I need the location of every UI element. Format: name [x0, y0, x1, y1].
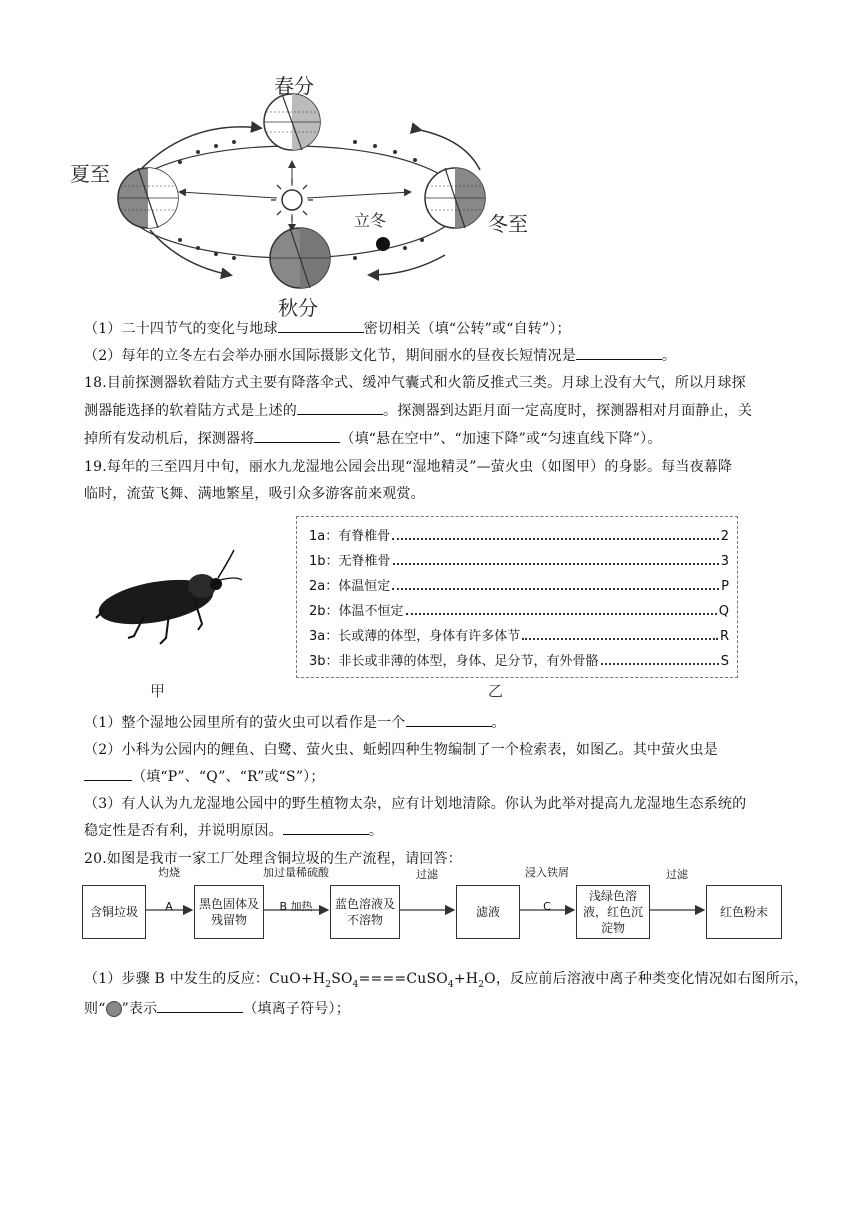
key-row: 3a：长或薄的体型，身体有许多体节 R	[309, 629, 729, 644]
q20-part1-line2: 则“ ”表示 （填离子符号）；	[84, 998, 350, 1018]
arrow-label-text: 加过量稀硫酸	[263, 866, 329, 879]
earth-spring	[264, 94, 320, 150]
flow-arrows	[0, 880, 860, 940]
key-row: 2b：体温不恒定 Q	[309, 604, 729, 619]
label-lidong: 立冬	[354, 211, 387, 230]
label-winter: 冬至	[488, 212, 528, 236]
earth-autumn	[270, 228, 330, 288]
key-row: 1a：有脊椎骨 2	[309, 529, 729, 544]
figure-jia-label: 甲	[150, 682, 166, 700]
q20-line1: 20.如图是我市一家工厂处理含铜垃圾的生产流程，请回答：	[84, 851, 462, 867]
q18-line3: 掉所有发动机后，探测器将 （填“悬在空中”、“加速下降”或“匀速直线下降”）。	[84, 428, 662, 448]
q20-part1-line1: （1）步骤 B 中发生的反应：$CuO+H_2SO_4====CuSO_4+H_2O$，反应前后溶液中离子种类变化情况如右图所示，	[84, 971, 809, 990]
answer-blank[interactable]	[157, 998, 243, 1013]
seasons-orbit-figure	[70, 74, 540, 320]
key-row: 3b：非长或非薄的体型，身体、足分节，有外骨骼 S	[309, 654, 729, 669]
key-row: 2a：体温恒定 P	[309, 579, 729, 594]
label-summer: 夏至	[70, 162, 110, 186]
q19-part1: （1）整个湿地公园里所有的萤火虫可以看作是一个 。	[84, 712, 506, 732]
flow-step-5: 浅绿色溶液，红色沉淀物	[576, 885, 650, 939]
ion-symbol-icon	[106, 1001, 122, 1017]
q18-line2: 测器能选择的软着陆方式是上述的 。探测器到达距月面一定高度时，探测器相对月面静止，关	[84, 400, 752, 420]
answer-blank[interactable]	[297, 400, 383, 415]
dichotomous-key	[296, 516, 738, 678]
answer-blank[interactable]	[283, 820, 369, 835]
orbit-diagram	[70, 80, 540, 320]
q19-part3-line2: 稳定性是否有利，并说明原因。 。	[84, 820, 383, 840]
q19-line2: 临时，流萤飞舞、满地繁星，吸引众多游客前来观赏。	[84, 486, 425, 502]
figure-yi-label: 乙	[488, 682, 504, 700]
flow-step-2: 黑色固体及残留物	[194, 885, 264, 939]
arrow-label-c	[518, 866, 576, 914]
arrow-label-b	[258, 866, 334, 914]
arrow-label-step: B 加热	[279, 900, 313, 913]
answer-blank[interactable]	[84, 766, 132, 781]
flow-step-3: 蓝色溶液及不溶物	[330, 885, 400, 939]
flow-step-6: 红色粉末	[706, 885, 782, 939]
firefly-icon	[84, 540, 244, 670]
q18-line1: 18.目前探测器软着陆方式主要有降落伞式、缓冲气囊式和火箭反推式三类。月球上没有大气，所以月球探	[84, 375, 746, 391]
answer-blank[interactable]	[254, 428, 340, 443]
flow-step-4: 滤液	[456, 885, 520, 939]
answer-blank[interactable]	[278, 318, 364, 333]
arrow-label-text: 灼烧	[158, 866, 180, 879]
lidong-dot	[376, 237, 390, 251]
arrow-label-text: 浸入铁屑	[525, 866, 569, 879]
q17-part1: （1）二十四节气的变化与地球 密切相关（填“公转”或“自转”）；	[84, 318, 571, 338]
q19-part2-line1: （2）小科为公园内的鲤鱼、白鹭、萤火虫、蚯蚓四种生物编制了一个检索表，如图乙。其中萤火虫是	[84, 742, 718, 758]
arrow-label-filter-1: 过滤	[416, 868, 438, 881]
firefly-figure	[84, 540, 244, 670]
arrow-label-step: C	[543, 900, 551, 913]
q19-line1: 19.每年的三至四月中旬，丽水九龙湿地公园会出现“湿地精灵”—萤火虫（如图甲）的身影。每当夜幕降	[84, 459, 733, 475]
key-row: 1b：无脊椎骨 3	[309, 554, 729, 569]
arrow-label-a	[146, 866, 192, 914]
q19-part3-line1: （3）有人认为九龙湿地公园中的野生植物太杂，应有计划地清除。你认为此举对提高九龙湿地生态系统的	[84, 796, 747, 812]
q17-part2: （2）每年的立冬左右会举办丽水国际摄影文化节，期间丽水的昼夜长短情况是 。	[84, 345, 676, 365]
arrow-label-step: A	[165, 900, 173, 913]
answer-blank[interactable]	[576, 345, 662, 360]
earth-summer	[118, 168, 178, 228]
label-spring: 春分	[274, 74, 314, 98]
answer-blank[interactable]	[406, 712, 492, 727]
earth-winter	[425, 168, 485, 228]
label-autumn: 秋分	[278, 296, 318, 320]
q19-part2-line2: （填“P”、“Q”、“R”或“S”）；	[84, 766, 325, 786]
flow-step-1: 含铜垃圾	[82, 885, 146, 939]
arrow-label-filter-2: 过滤	[666, 868, 688, 881]
